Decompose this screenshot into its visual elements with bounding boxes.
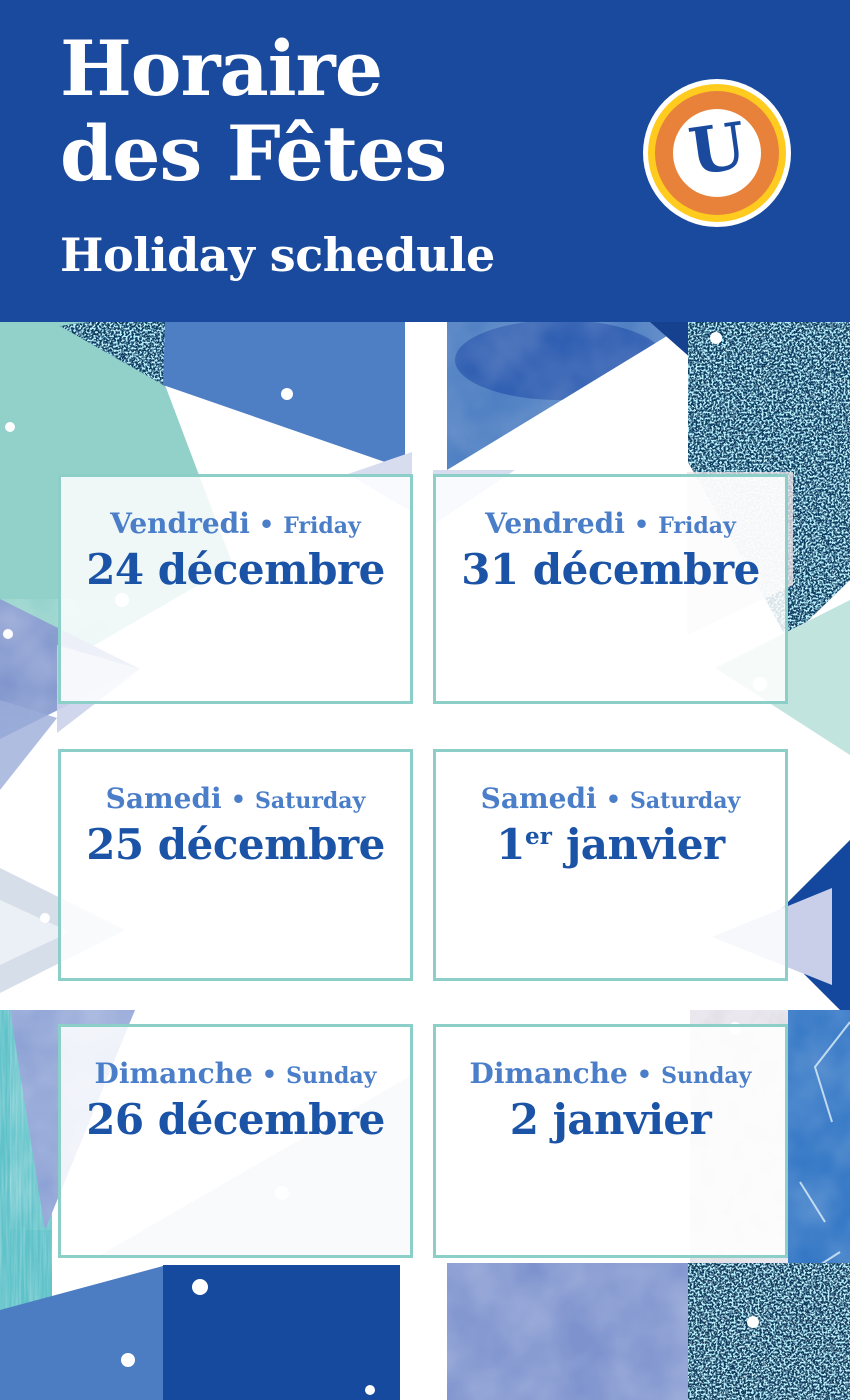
poster-title [60,24,447,199]
date-number: 31 [461,545,519,594]
snow-dot [710,332,722,344]
snow-dot [747,1316,759,1328]
day-line [481,782,741,815]
date-number: 26 [86,1095,144,1144]
bullet-separator: • [636,1060,653,1089]
snow-dot [121,1353,135,1367]
day-label-en: Friday [658,513,736,539]
schedule-card-jan1 [433,749,788,981]
date-month: décembre [143,545,385,594]
day-label-en: Friday [283,513,361,539]
snow-dot [365,1385,375,1395]
day-label-fr: Dimanche [469,1057,628,1090]
glitter-bottom-right [688,1263,850,1400]
date-number: 24 [86,545,144,594]
watercolor-bottom-strip [447,1263,690,1400]
schedule-card-jan2 [433,1024,788,1258]
day-label-en: Saturday [255,788,366,814]
schedule-card-dec26 [58,1024,413,1258]
cracked-ice-texture [788,1010,850,1270]
bullet-separator: • [261,1060,278,1089]
schedule-card-dec25 [58,749,413,981]
date-label [510,1095,712,1144]
date-month: décembre [518,545,760,594]
logo-letter-u: U [684,107,751,190]
date-month: janvier [551,820,725,869]
day-label-en: Saturday [630,788,741,814]
date-number: 25 [86,820,144,869]
schedule-card-dec31 [433,474,788,704]
bullet-separator: • [633,510,650,539]
date-ordinal: er [525,823,552,850]
date-number: 2 [509,1095,539,1144]
title-line-fr-2: des Fêtes [60,109,447,199]
date-month: décembre [143,1095,385,1144]
bullet-separator: • [230,785,247,814]
title-line-fr-1: Horaire [60,24,383,113]
date-label [86,820,385,869]
date-label [86,545,385,594]
snow-dot [192,1279,208,1295]
date-number: 1 [496,820,526,869]
date-month: janvier [538,1095,712,1144]
snow-dot [40,913,50,923]
brand-logo [643,79,791,227]
watercolor-triangle-top-right [447,322,690,472]
bullet-separator: • [258,510,275,539]
day-label-en: Sunday [286,1063,377,1089]
day-label-en: Sunday [661,1063,752,1089]
day-line [95,1057,377,1090]
date-label [496,820,724,869]
snow-dot [281,388,293,400]
day-line [106,782,366,815]
day-line [485,507,736,540]
date-month: décembre [143,820,385,869]
day-label-fr: Dimanche [94,1057,253,1090]
day-line [470,1057,752,1090]
date-label [86,1095,385,1144]
snow-dot [5,422,15,432]
date-label [461,545,760,594]
schedule-card-dec24 [58,474,413,704]
poster-subtitle: Holiday schedule [60,228,495,282]
day-label-fr: Vendredi [485,507,625,540]
day-label-fr: Samedi [105,782,222,815]
day-label-fr: Samedi [480,782,597,815]
snow-dot [3,629,13,639]
day-label-fr: Vendredi [110,507,250,540]
day-line [110,507,361,540]
poster-header [0,0,850,322]
bullet-separator: • [605,785,622,814]
